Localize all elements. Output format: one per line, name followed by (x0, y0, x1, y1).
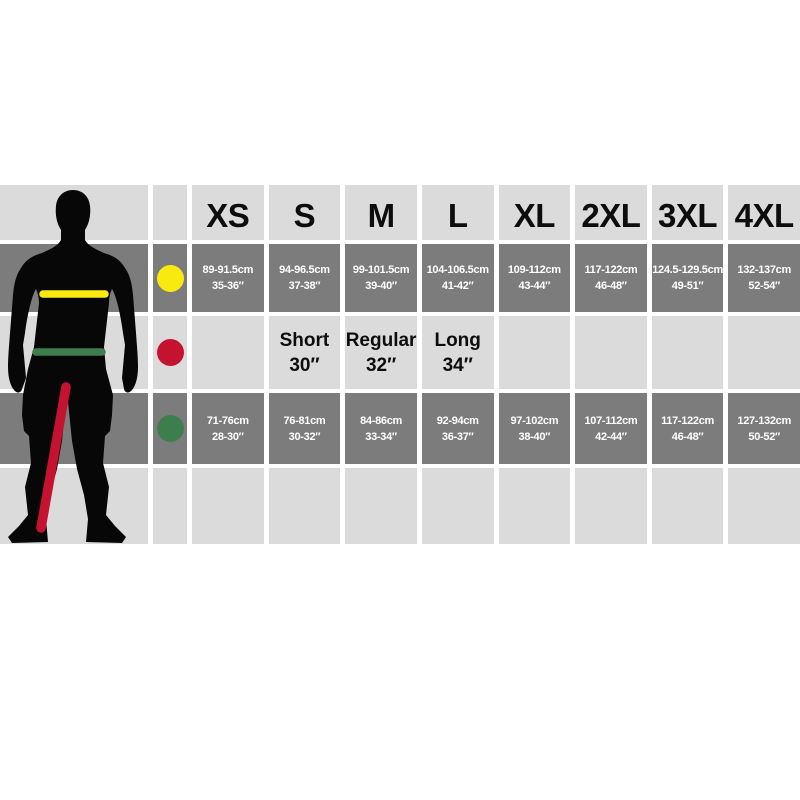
size-header-xs: XS (192, 185, 264, 240)
table-cell (345, 244, 417, 312)
range-cm: 104-106.5cm (426, 264, 489, 276)
table-cell (652, 244, 724, 312)
man-silhouette-shape (8, 190, 138, 543)
dot-cell (153, 393, 187, 464)
table-cell (728, 393, 800, 464)
dot-column-band (153, 185, 187, 240)
leg-length: 32″ (365, 354, 397, 376)
table-cell (345, 393, 417, 464)
size-header-l: L (422, 185, 494, 240)
range-in: 33-34″ (365, 430, 397, 443)
table-cell (499, 468, 571, 544)
range-in: 42-44″ (595, 430, 627, 443)
table-cell (269, 393, 341, 464)
leg-length: 30″ (289, 354, 320, 376)
range-cm: 132-137cm (737, 264, 791, 276)
range-in: 38-40″ (518, 430, 551, 443)
size-header-m: M (345, 185, 417, 240)
range-cm: 97-102cm (510, 414, 559, 427)
range-cm: 99-101.5cm (352, 264, 410, 276)
green-dot-icon (157, 415, 184, 442)
leg-label: Regular (345, 329, 417, 351)
table-cell (192, 468, 264, 544)
dot-cell (153, 244, 187, 312)
table-cell (499, 393, 571, 464)
table-cell (575, 316, 647, 389)
range-cm: 117-122cm (661, 414, 715, 427)
table-cell (422, 393, 494, 464)
red-dot-icon (157, 339, 184, 366)
dot-column-band (153, 468, 187, 544)
dot-cell (153, 316, 187, 389)
table-cell (575, 244, 647, 312)
size-header-3xl: 3XL (652, 185, 724, 240)
range-in: 46-48″ (595, 280, 627, 292)
leg-length: 34″ (442, 354, 473, 376)
range-in: 49-51″ (671, 280, 704, 292)
range-cm: 76-81cm (283, 414, 326, 427)
table-cell (422, 244, 494, 312)
table-cell (422, 316, 494, 389)
range-in: 39-40″ (365, 280, 397, 292)
range-cm: 94-96.5cm (279, 264, 330, 276)
range-in: 52-54″ (748, 280, 780, 292)
yellow-dot-icon (157, 265, 184, 292)
range-in: 46-48″ (671, 430, 704, 443)
size-header-2xl: 2XL (575, 185, 647, 240)
table-cell (192, 244, 264, 312)
table-cell (728, 244, 800, 312)
range-cm: 124.5-129.5cm (652, 264, 723, 276)
range-cm: 127-132cm (737, 414, 791, 427)
table-cell (728, 468, 800, 544)
range-in: 30-32″ (288, 430, 321, 443)
range-in: 41-42″ (441, 280, 474, 292)
table-cell (269, 316, 341, 389)
table-cell (652, 468, 724, 544)
size-header-xl: XL (499, 185, 571, 240)
body-silhouette (0, 185, 148, 547)
size-header-s: S (269, 185, 341, 240)
table-cell (652, 393, 724, 464)
range-in: 36-37″ (441, 430, 474, 443)
range-cm: 84-86cm (360, 414, 403, 427)
range-in: 50-52″ (748, 430, 780, 443)
table-cell (192, 316, 264, 389)
table-cell (728, 316, 800, 389)
table-cell (269, 468, 341, 544)
range-in: 43-44″ (518, 280, 551, 292)
leg-label: Long (434, 329, 481, 351)
range-cm: 92-94cm (436, 414, 479, 427)
table-cell (575, 393, 647, 464)
size-header-4xl: 4XL (728, 185, 800, 240)
table-cell (499, 316, 571, 389)
range-cm: 109-112cm (507, 264, 561, 276)
range-in: 35-36″ (212, 280, 244, 292)
table-cell (192, 393, 264, 464)
table-cell (345, 316, 417, 389)
table-cell (422, 468, 494, 544)
range-in: 37-38″ (288, 280, 321, 292)
range-cm: 107-112cm (584, 414, 638, 427)
range-cm: 71-76cm (206, 414, 249, 427)
leg-label: Short (279, 329, 330, 351)
table-cell (575, 468, 647, 544)
range-cm: 117-122cm (584, 264, 638, 276)
table-cell (269, 244, 341, 312)
range-cm: 89-91.5cm (202, 264, 254, 276)
range-in: 28-30″ (212, 430, 244, 443)
table-cell (345, 468, 417, 544)
table-cell (652, 316, 724, 389)
table-cell (499, 244, 571, 312)
